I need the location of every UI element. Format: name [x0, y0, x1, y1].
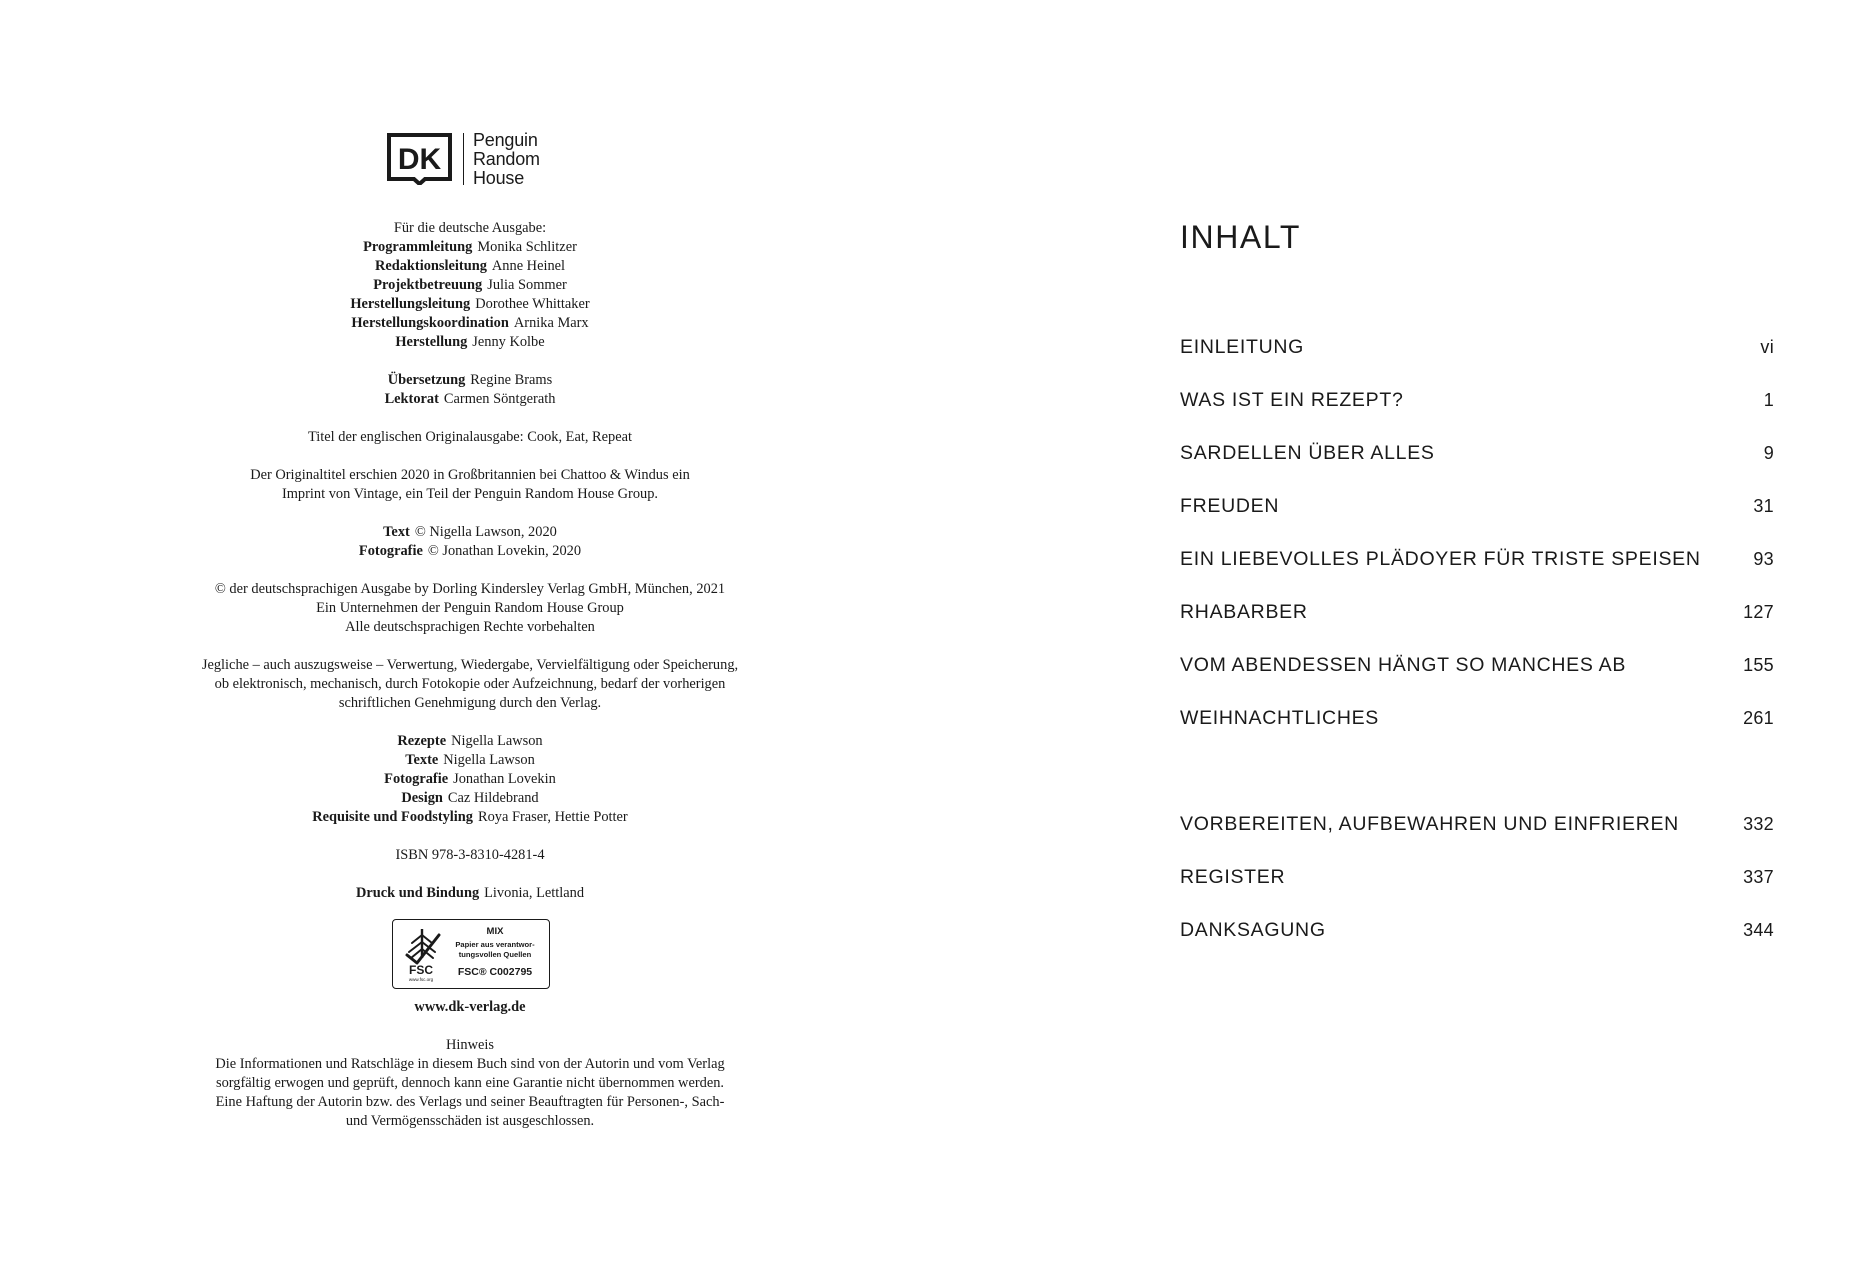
fsc-logo-text: FSC	[409, 963, 433, 977]
credit-line	[150, 770, 790, 789]
fsc-mix-label: MIX	[486, 926, 504, 937]
credit-line	[150, 732, 790, 751]
fsc-tree-check-icon	[399, 925, 445, 983]
credit-name: Monika Schlitzer	[477, 239, 577, 255]
credit-role: Übersetzung	[387, 372, 466, 388]
legal-note	[150, 1036, 790, 1131]
credit-role: Redaktionsleitung	[374, 258, 487, 274]
rights-line: ob elektronisch, mechanisch, durch Fotokopie oder Aufzeichnung, bedarf der vorherigen	[214, 676, 726, 692]
website	[150, 998, 790, 1017]
credits-intro: Für die deutsche Ausgabe:	[393, 220, 547, 236]
note-line: sorgfältig erwogen und geprüft, dennoch kann eine Garantie nicht übernommen werden.	[215, 1075, 725, 1091]
toc-entry-label: VORBEREITEN, AUFBEWAHREN UND EINFRIEREN	[1180, 813, 1679, 835]
publisher-logo	[387, 130, 587, 191]
isbn	[150, 846, 790, 865]
toc-title: INHALT	[1180, 219, 1302, 255]
fsc-paper-source	[445, 940, 545, 959]
toc-entry-label: RHABARBER	[1180, 601, 1308, 623]
toc-entry	[1180, 333, 1774, 361]
toc-entry	[1180, 545, 1774, 573]
credit-line	[150, 542, 790, 561]
fsc-logo-url: www.fsc.org	[408, 977, 434, 982]
penguin-random-house-wordmark	[473, 131, 540, 188]
credit-name: Dorothee Whittaker	[475, 296, 590, 312]
credit-role: Lektorat	[384, 391, 439, 407]
credit-name: © Nigella Lawson, 2020	[414, 524, 557, 540]
toc-entry-label: DANKSAGUNG	[1180, 919, 1326, 941]
original-title	[150, 428, 790, 447]
toc-appendix-entry	[1180, 916, 1774, 944]
toc-entry-page: 31	[1753, 496, 1774, 516]
credit-line	[150, 295, 790, 314]
toc-entry-label: EIN LIEBEVOLLES PLÄDOYER FÜR TRISTE SPEISEN	[1180, 548, 1701, 570]
logo-word: Penguin	[473, 130, 538, 150]
credit-name: Julia Sommer	[487, 277, 567, 293]
credit-role: Design	[401, 790, 443, 806]
credit-name: Nigella Lawson	[443, 752, 535, 768]
print-credit	[150, 884, 790, 903]
credit-line	[150, 523, 790, 542]
credit-name: © Jonathan Lovekin, 2020	[427, 543, 582, 559]
toc-entry-page: vi	[1760, 337, 1774, 357]
credit-role: Rezepte	[397, 733, 447, 749]
isbn-text: ISBN 978-3-8310-4281-4	[395, 847, 545, 863]
toc-entry-label: FREUDEN	[1180, 495, 1280, 517]
toc-appendix-entry	[1180, 810, 1774, 838]
toc-entry	[1180, 651, 1774, 679]
fsc-paper-line: Papier aus verantwor-	[455, 940, 535, 949]
copyright-line: Ein Unternehmen der Penguin Random House Group	[316, 600, 624, 616]
credit-role: Herstellungskoordination	[351, 315, 509, 331]
toc-entry	[1180, 598, 1774, 626]
rights-line: schriftlichen Genehmigung durch den Verlag.	[338, 695, 602, 711]
credit-role: Projektbetreuung	[373, 277, 483, 293]
credit-line	[150, 314, 790, 333]
original-title-text: Titel der englischen Originalausgabe: Cook, Eat, Repeat	[308, 429, 632, 445]
note-line: Eine Haftung der Autorin bzw. des Verlags und seiner Beauftragten für Personen-, Sach-	[215, 1094, 725, 1110]
english-edition-credits	[150, 732, 790, 827]
dk-logo-text: DK	[397, 143, 442, 176]
note-title: Hinweis	[446, 1037, 494, 1053]
translation-credits	[150, 371, 790, 409]
website-url: www.dk-verlag.de	[414, 999, 526, 1015]
credit-role: Texte	[405, 752, 439, 768]
credit-name: Roya Fraser, Hettie Potter	[478, 809, 628, 825]
toc-entry-page: 1	[1763, 390, 1774, 410]
toc-entry	[1180, 439, 1774, 467]
toc-entry-page: 332	[1743, 814, 1774, 834]
german-copyright	[150, 580, 790, 637]
credit-role: Requisite und Foodstyling	[312, 809, 474, 825]
logo-divider	[463, 133, 464, 185]
toc-entry	[1180, 386, 1774, 414]
toc-entry	[1180, 704, 1774, 732]
fsc-license-code: FSC® C002795	[457, 966, 533, 978]
toc-entry-label: REGISTER	[1180, 866, 1286, 888]
fsc-certification-label	[392, 919, 550, 989]
rights-notice	[150, 656, 790, 713]
note-line: Die Informationen und Ratschläge in diesem Buch sind von der Autorin und vom Verlag	[215, 1056, 725, 1072]
credit-name: Arnika Marx	[513, 315, 589, 331]
original-publication	[150, 466, 790, 504]
logo-word: House	[473, 168, 525, 188]
credit-role: Fotografie	[358, 543, 423, 559]
toc-entry-page: 93	[1753, 549, 1774, 569]
toc-entry-page: 9	[1763, 443, 1774, 463]
toc-entry-label: WAS IST EIN REZEPT?	[1180, 389, 1404, 411]
toc-appendix-entry	[1180, 863, 1774, 891]
credit-line	[150, 276, 790, 295]
credit-line	[150, 884, 790, 903]
original-publication-line: Imprint von Vintage, ein Teil der Penguin Random House Group.	[281, 486, 659, 502]
credit-line	[150, 390, 790, 409]
credit-name: Caz Hildebrand	[447, 790, 539, 806]
credit-line	[150, 238, 790, 257]
credit-name: Nigella Lawson	[451, 733, 543, 749]
toc-entry-label: VOM ABENDESSEN HÄNGT SO MANCHES AB	[1180, 654, 1627, 676]
credit-role: Fotografie	[384, 771, 449, 787]
german-edition-credits	[150, 219, 790, 352]
credit-name: Carmen Söntgerath	[443, 391, 556, 407]
credit-name: Jenny Kolbe	[472, 334, 545, 350]
toc-entry-label: SARDELLEN ÜBER ALLES	[1180, 442, 1435, 464]
credit-name: Regine Brams	[470, 372, 553, 388]
fsc-paper-line: tungsvollen Quellen	[458, 949, 532, 959]
copyright-line: Alle deutschsprachigen Rechte vorbehalten	[345, 619, 595, 635]
note-line: und Vermögensschäden ist ausgeschlossen.	[345, 1113, 595, 1129]
credit-role: Programmleitung	[363, 239, 473, 255]
toc-entry	[1180, 492, 1774, 520]
copyright-credits	[150, 523, 790, 561]
toc-entry-page: 337	[1743, 867, 1774, 887]
toc-entry-page: 261	[1743, 708, 1774, 728]
copyright-line: © der deutschsprachigen Ausgabe by Dorling Kindersley Verlag GmbH, München, 2021	[214, 581, 726, 597]
credit-line	[150, 808, 790, 827]
credit-line	[150, 257, 790, 276]
toc-entry-page: 127	[1743, 602, 1774, 622]
credit-line	[150, 789, 790, 808]
rights-line: Jegliche – auch auszugsweise – Verwertung, Wiedergabe, Vervielfältigung oder Speicherung,	[201, 657, 739, 673]
credit-name: Anne Heinel	[491, 258, 566, 274]
credit-role: Text	[383, 524, 410, 540]
toc-entry-label: EINLEITUNG	[1180, 336, 1305, 358]
toc-entry-page: 155	[1743, 655, 1774, 675]
toc-entry-page: 344	[1743, 920, 1774, 940]
credit-name: Jonathan Lovekin	[453, 771, 556, 787]
credit-line	[150, 751, 790, 770]
credit-line	[150, 333, 790, 352]
original-publication-line: Der Originaltitel erschien 2020 in Großbritannien bei Chattoo & Windus ein	[250, 467, 690, 483]
credit-role: Druck und Bindung	[355, 885, 480, 901]
credit-role: Herstellung	[395, 334, 468, 350]
credit-line	[150, 371, 790, 390]
credit-role: Herstellungsleitung	[350, 296, 471, 312]
toc-entry-label: WEIHNACHTLICHES	[1180, 707, 1380, 729]
credit-name: Livonia, Lettland	[484, 885, 585, 901]
logo-word: Random	[473, 149, 540, 169]
dk-book-logo-icon	[387, 133, 452, 185]
